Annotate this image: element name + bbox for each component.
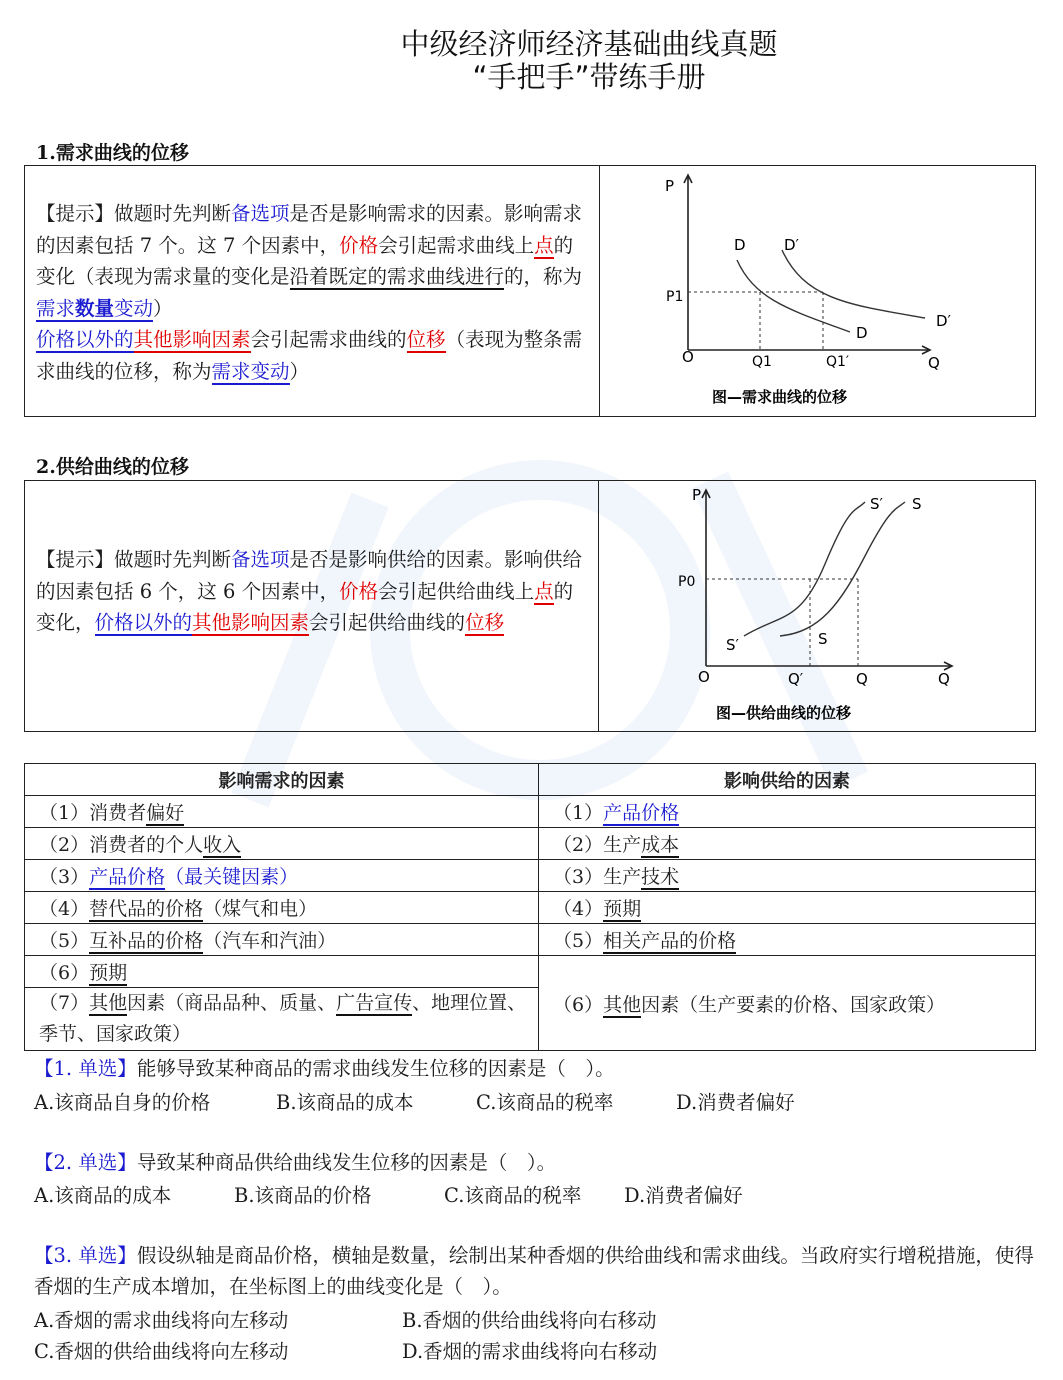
question-2 bbox=[34, 1147, 556, 1178]
demand-curve-figure bbox=[640, 170, 970, 415]
question-tag: 【3. 单选】 bbox=[34, 1244, 137, 1267]
section2-divider bbox=[598, 481, 599, 731]
qp-label: Q′ bbox=[788, 670, 804, 688]
d-label-bottom: D bbox=[856, 324, 868, 342]
axis-q-label: Q bbox=[928, 354, 940, 372]
q2-option-b[interactable]: B.该商品的价格 bbox=[234, 1184, 372, 1207]
supply-cell: （3）生产技术 bbox=[539, 860, 1036, 892]
hint-text: 会引起需求曲线的 bbox=[250, 328, 407, 351]
sp-label-bottom: S′ bbox=[726, 636, 739, 654]
supply-cell: （4）预期 bbox=[539, 892, 1036, 924]
hint-emph: 位移 bbox=[465, 611, 505, 634]
demand-cell: （1）消费者偏好 bbox=[25, 796, 539, 828]
axis-q-label: Q bbox=[938, 670, 950, 688]
hint-text: 【提示】做题时先判断 bbox=[36, 202, 232, 225]
d-label-top: D bbox=[734, 236, 746, 254]
p0-label: P0 bbox=[678, 574, 696, 590]
q3-option-d[interactable]: D.香烟的需求曲线将向右移动 bbox=[402, 1340, 658, 1363]
hint-emph: 需求变动 bbox=[211, 359, 290, 383]
hint-text: 会引起供给曲线上 bbox=[378, 579, 535, 603]
q1-option-c[interactable]: C.该商品的税率 bbox=[476, 1091, 614, 1114]
hint-text: 的，称为 bbox=[504, 265, 583, 288]
origin-label: O bbox=[698, 668, 710, 686]
hint-emph: 变动 bbox=[114, 296, 154, 320]
supply-cell: （1）产品价格 bbox=[539, 796, 1036, 828]
hint-emph: 价格以外的 bbox=[36, 328, 134, 351]
table-row bbox=[25, 956, 1036, 988]
question-3 bbox=[34, 1240, 1034, 1302]
figure2-caption: 图—供给曲线的位移 bbox=[716, 704, 852, 722]
hint-emph: 位移 bbox=[406, 328, 446, 351]
demand-curve-d bbox=[737, 260, 850, 332]
hint-emph: 点 bbox=[534, 233, 554, 257]
demand-cell: （2）消费者的个人收入 bbox=[25, 828, 539, 860]
hint-text: ） bbox=[289, 359, 310, 383]
hint-emph: 备选项 bbox=[231, 548, 290, 571]
hint-text: 是否是影响供给的因素。影响供给的因素包括 6 个，这 6 个因素中， bbox=[36, 548, 583, 603]
q1p-label: Q1′ bbox=[826, 354, 850, 370]
hint-text: 【提示】做题时先判断 bbox=[36, 548, 232, 571]
supply-cell: （6）其他因素（生产要素的价格、国家政策） bbox=[539, 956, 1036, 1051]
question-stem: 能够导致某种商品的需求曲线发生位移的因素是（ ）。 bbox=[136, 1057, 615, 1080]
sp-label-top: S′ bbox=[870, 495, 883, 513]
hint-text: 会引起供给曲线的 bbox=[309, 611, 466, 634]
hint-text: 是否是影响需求的因素。影响需求的因素包括 7 个。这 7 个因素中， bbox=[36, 202, 583, 257]
page-title bbox=[0, 28, 1063, 94]
demand-cell: （7）其他因素（商品品种、质量、广告宣传、地理位置、季节、国家政策） bbox=[25, 988, 539, 1051]
s-label-bottom: S bbox=[818, 630, 828, 648]
title-line-2: “手把手”带练手册 bbox=[472, 60, 706, 94]
origin-label: O bbox=[682, 348, 694, 366]
supply-curve-figure bbox=[660, 484, 980, 729]
table-row bbox=[25, 860, 1036, 892]
section2-hint bbox=[36, 544, 584, 639]
hint-emph: 其他影响因素 bbox=[133, 328, 251, 351]
hint-emph: 点 bbox=[534, 579, 554, 603]
q1-option-d[interactable]: D.消费者偏好 bbox=[676, 1091, 795, 1114]
q2-option-c[interactable]: C.该商品的税率 bbox=[444, 1184, 582, 1207]
table-row bbox=[25, 828, 1036, 860]
hint-emph: 数量 bbox=[75, 296, 115, 320]
hint-text: 会引起需求曲线上 bbox=[378, 233, 535, 257]
hint-emph: 价格 bbox=[339, 233, 379, 257]
hint-emph: 价格以外的 bbox=[94, 611, 193, 634]
hint-text: ） bbox=[153, 296, 173, 320]
question-stem: 导致某种商品供给曲线发生位移的因素是（ ）。 bbox=[136, 1151, 557, 1174]
section1-divider bbox=[599, 166, 600, 416]
q1-option-b[interactable]: B.该商品的成本 bbox=[276, 1091, 414, 1114]
hint-text: 的变化， bbox=[36, 579, 574, 634]
demand-cell: （4）替代品的价格（煤气和电） bbox=[25, 892, 539, 924]
section1-hint bbox=[36, 198, 584, 387]
table-row bbox=[25, 924, 1036, 956]
table-row bbox=[25, 796, 1036, 828]
dp-label-top: D′ bbox=[784, 236, 799, 254]
q2-option-d[interactable]: D.消费者偏好 bbox=[624, 1184, 743, 1207]
hint-emph: 备选项 bbox=[231, 202, 290, 225]
supply-cell: （2）生产成本 bbox=[539, 828, 1036, 860]
demand-curve-d-prime bbox=[782, 250, 925, 318]
table-header-row bbox=[25, 764, 1036, 796]
hint-text: （表现为整条需求曲线的位移，称为 bbox=[36, 328, 583, 383]
table-row bbox=[25, 892, 1036, 924]
header-supply: 影响供给的因素 bbox=[539, 764, 1036, 796]
hint-emph: 需求 bbox=[36, 296, 76, 320]
demand-cell: （5）互补品的价格（汽车和汽油） bbox=[25, 924, 539, 956]
factors-table bbox=[24, 763, 1036, 1051]
hint-text: 的变化（表现为需求量的变化是 bbox=[36, 233, 574, 288]
axis-p-label: P bbox=[665, 177, 675, 195]
demand-cell: （6）预期 bbox=[25, 956, 539, 988]
question-tag: 【2. 单选】 bbox=[34, 1151, 137, 1174]
hint-emph: 价格 bbox=[339, 579, 379, 603]
p1-label: P1 bbox=[666, 289, 684, 305]
header-demand: 影响需求的因素 bbox=[25, 764, 539, 796]
q-label: Q bbox=[856, 670, 868, 688]
q1-option-a[interactable]: A.该商品自身的价格 bbox=[34, 1091, 211, 1114]
demand-cell: （3）产品价格（最关键因素） bbox=[25, 860, 539, 892]
title-line-1: 中级经济师经济基础曲线真题 bbox=[400, 27, 778, 61]
q1-label: Q1 bbox=[752, 354, 772, 370]
supply-curve-s bbox=[780, 502, 905, 636]
axis-p-label: P bbox=[692, 486, 702, 504]
q3-option-a[interactable]: A.香烟的需求曲线将向左移动 bbox=[34, 1309, 289, 1332]
hint-underline: 沿着既定的需求曲线进行 bbox=[289, 265, 505, 288]
dp-label-bottom: D′ bbox=[936, 312, 951, 330]
hint-emph: 其他影响因素 bbox=[192, 611, 310, 634]
question-stem: 假设纵轴是商品价格，横轴是数量，绘制出某种香烟的供给曲线和需求曲线。当政府实行增税措施，使得香烟的生产成本增加，在坐标图上的曲线变化是（ ）。 bbox=[34, 1244, 1034, 1298]
question-tag: 【1. 单选】 bbox=[34, 1057, 137, 1080]
section2-heading: 2.供给曲线的位移 bbox=[36, 456, 189, 478]
s-label-top: S bbox=[912, 495, 922, 513]
q2-option-a[interactable]: A.该商品的成本 bbox=[34, 1184, 172, 1207]
figure1-caption: 图—需求曲线的位移 bbox=[712, 388, 848, 406]
supply-curve-s-prime bbox=[744, 502, 865, 636]
supply-cell: （5）相关产品的价格 bbox=[539, 924, 1036, 956]
q3-option-c[interactable]: C.香烟的供给曲线将向左移动 bbox=[34, 1340, 289, 1363]
question-1 bbox=[34, 1053, 615, 1084]
section1-heading: 1.需求曲线的位移 bbox=[36, 142, 189, 164]
q3-option-b[interactable]: B.香烟的供给曲线将向右移动 bbox=[402, 1309, 657, 1332]
